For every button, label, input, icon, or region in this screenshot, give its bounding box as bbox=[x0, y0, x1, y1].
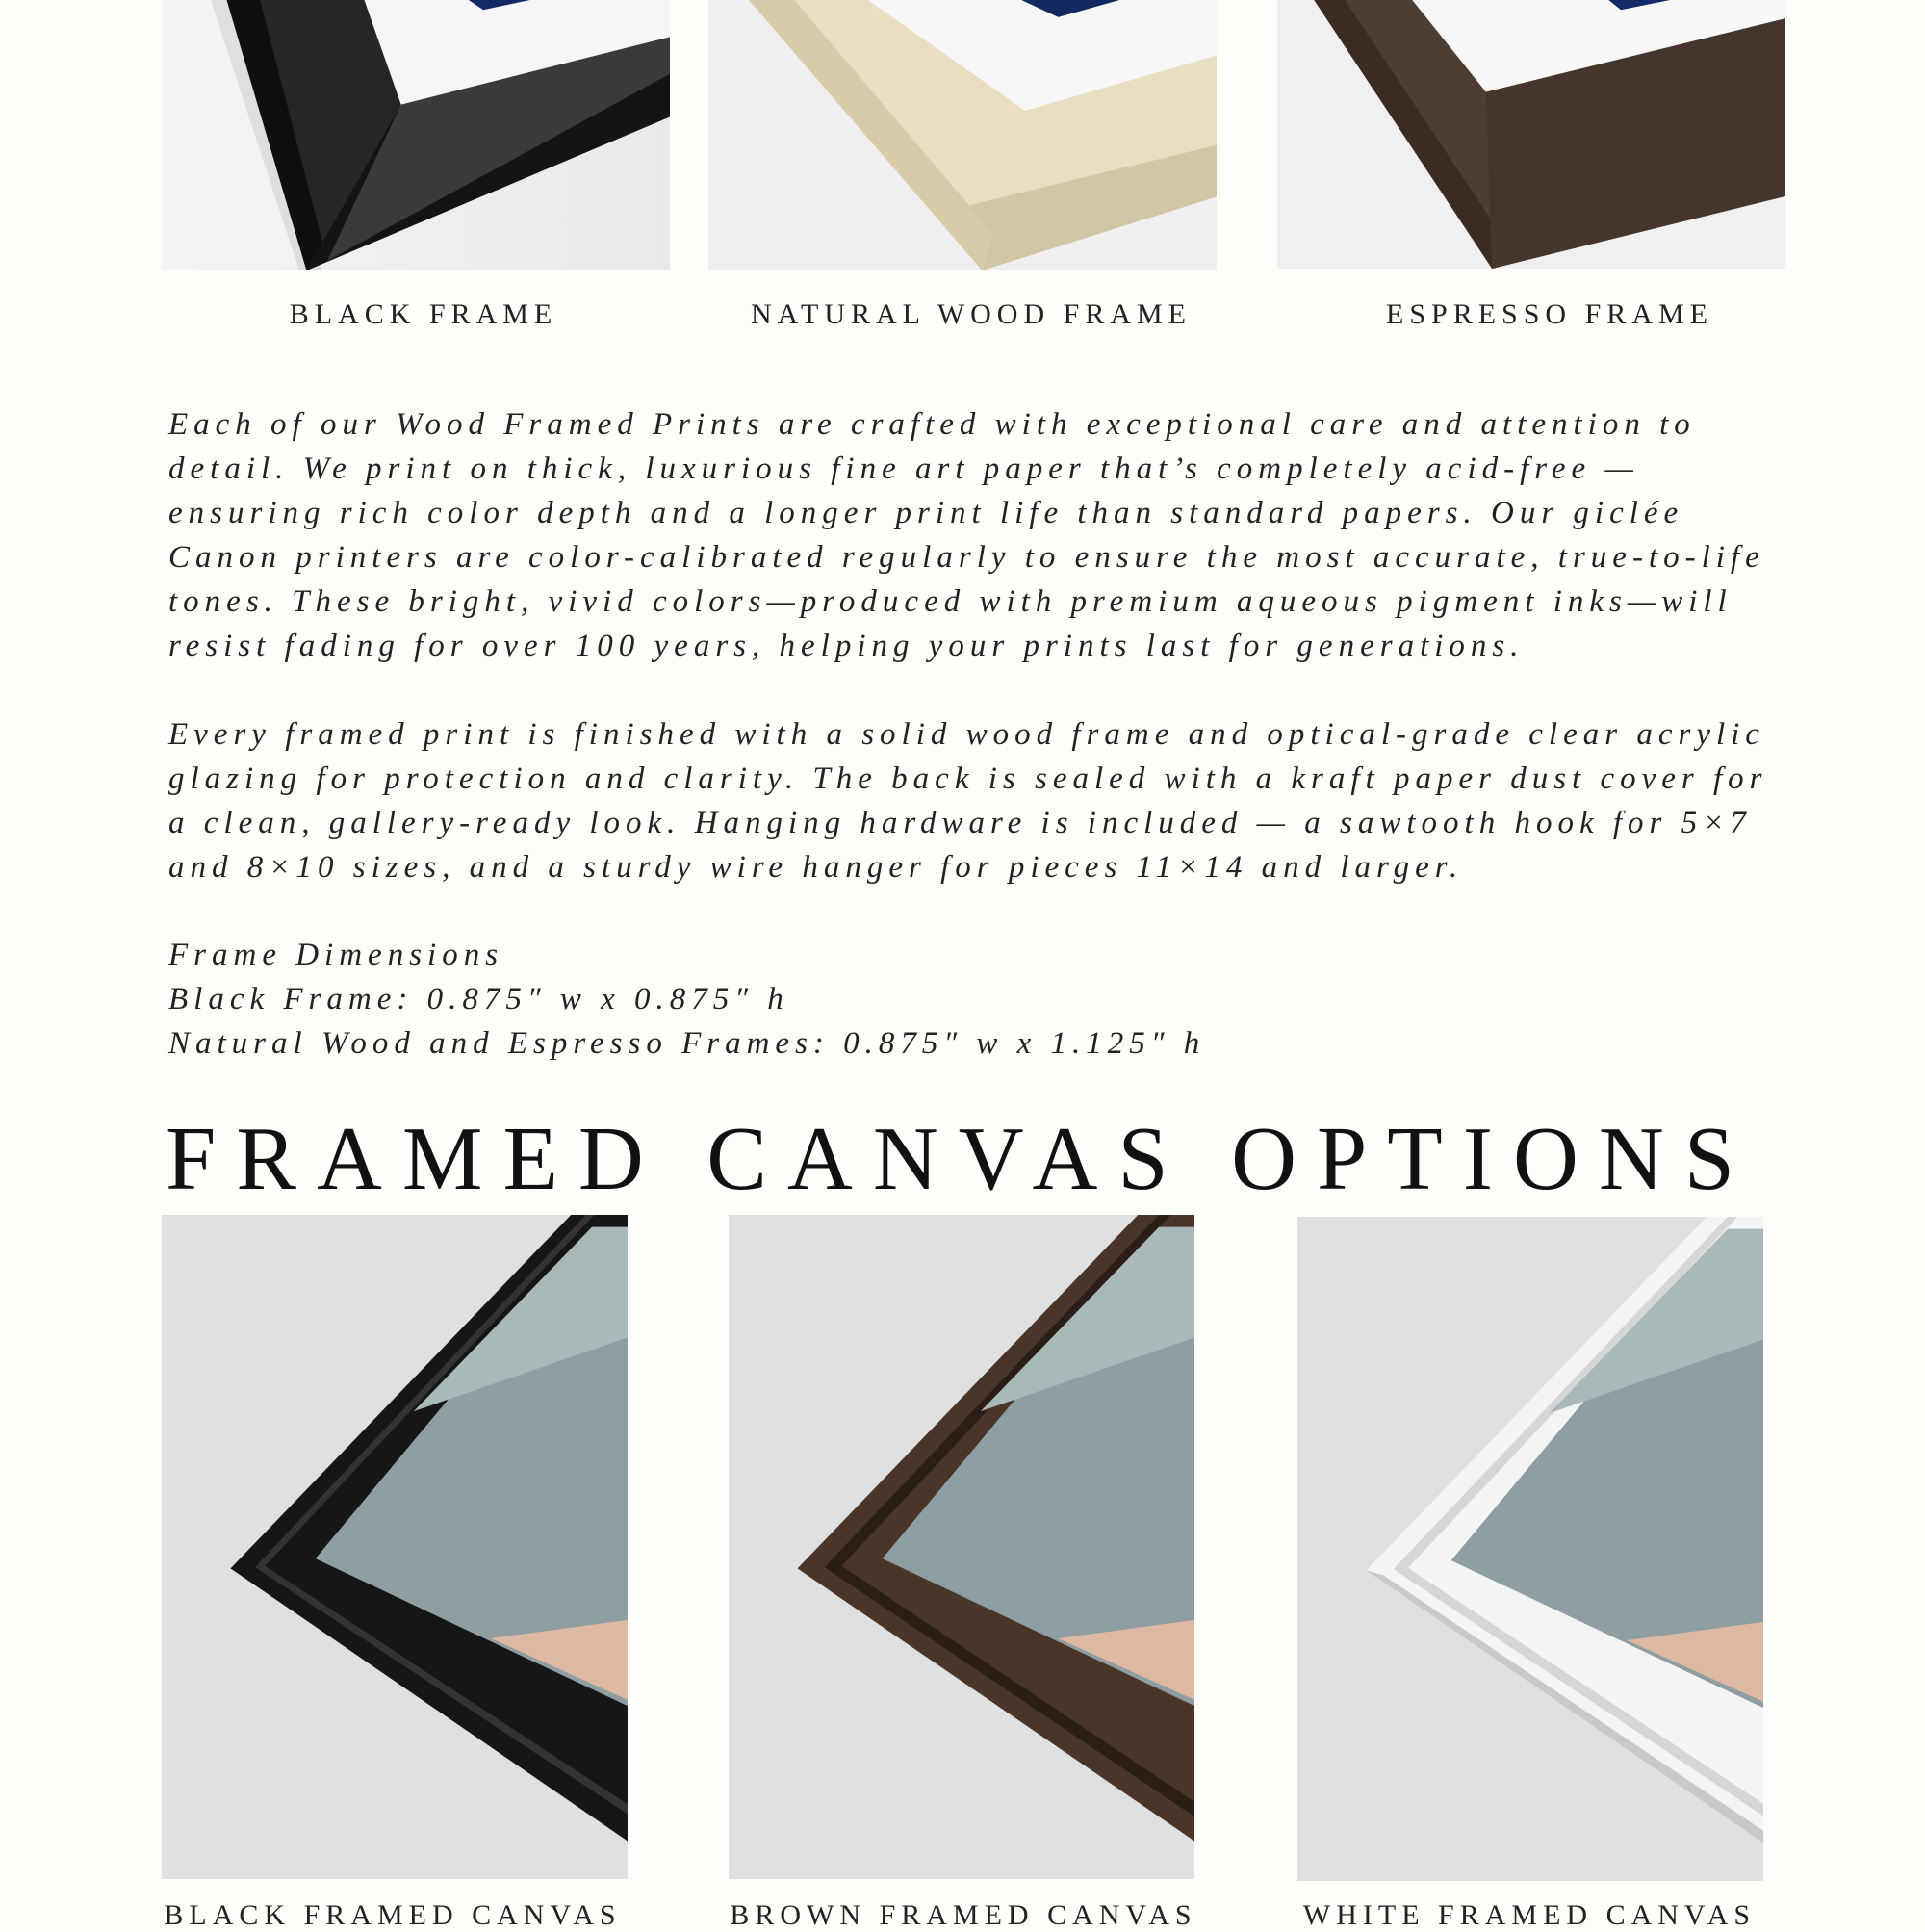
description-paragraph-2 bbox=[168, 712, 1768, 889]
text-line: Canon printers are color-calibrated regularly to ensure the most accurate, true-to-life bbox=[168, 540, 1765, 575]
black-frame-dimensions: Black Frame: 0.875″ w x 0.875″ h bbox=[168, 982, 789, 1017]
black-framed-canvas-label: BLACK FRAMED CANVAS bbox=[164, 1899, 622, 1931]
dimensions-title: Frame Dimensions bbox=[168, 938, 504, 972]
text-line: Each of our Wood Framed Prints are crafted with exceptional care and attention to bbox=[168, 407, 1696, 442]
description-paragraph-1 bbox=[168, 402, 1765, 668]
text-line: ensuring rich color depth and a longer print life than standard papers. Our giclée bbox=[168, 496, 1684, 530]
natural-wood-frame-image bbox=[708, 0, 1217, 270]
text-line: glazing for protection and clarity. The back is sealed with a kraft paper dust cover for bbox=[168, 761, 1768, 796]
espresso-frame-label: ESPRESSO FRAME bbox=[1386, 298, 1713, 330]
brown-framed-canvas-label: BROWN FRAMED CANVAS bbox=[730, 1899, 1197, 1931]
frame-dimensions bbox=[168, 933, 1205, 1066]
section-heading: FRAMED CANVAS OPTIONS bbox=[166, 1109, 1756, 1209]
text-line: Every framed print is finished with a solid wood frame and optical-grade clear acrylic bbox=[168, 717, 1765, 752]
text-line: detail. We print on thick, luxurious fine art paper that’s completely acid-free — bbox=[168, 451, 1639, 486]
wood-frame-dimensions: Natural Wood and Espresso Frames: 0.875″ w x 1.125″ h bbox=[168, 1026, 1206, 1061]
brown-framed-canvas-image bbox=[729, 1215, 1194, 1879]
black-frame-label: BLACK FRAME bbox=[289, 298, 558, 330]
natural-wood-frame-label: NATURAL WOOD FRAME bbox=[750, 298, 1192, 330]
black-frame-image bbox=[162, 0, 670, 270]
white-framed-canvas-image bbox=[1297, 1217, 1763, 1881]
white-framed-canvas-label: WHITE FRAMED CANVAS bbox=[1302, 1899, 1757, 1931]
text-line: tones. These bright, vivid colors—produced with premium aqueous pigment inks—will bbox=[168, 584, 1732, 619]
text-line: resist fading for over 100 years, helping your prints last for generations. bbox=[168, 629, 1525, 663]
text-line: and 8×10 sizes, and a sturdy wire hanger for pieces 11×14 and larger. bbox=[168, 850, 1464, 885]
black-framed-canvas-image bbox=[162, 1215, 628, 1879]
text-line: a clean, gallery-ready look. Hanging hardware is included — a sawtooth hook for 5×7 bbox=[168, 806, 1752, 840]
espresso-frame-image bbox=[1277, 0, 1785, 269]
